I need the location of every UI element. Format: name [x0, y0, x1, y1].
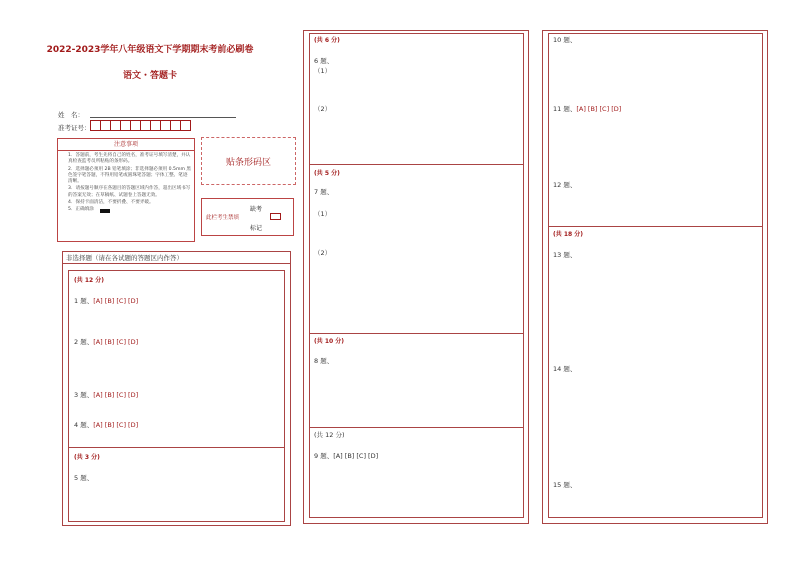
question-9: 9 题、[A] [B] [C] [D]	[314, 452, 379, 460]
id-number-boxes[interactable]	[90, 120, 190, 131]
question-6: 6 题、	[314, 57, 334, 65]
divider	[309, 427, 524, 428]
question-7-part-2: （2）	[314, 249, 332, 257]
exam-title: 2022-2023学年八年级语文下学期期末考前必刷卷	[46, 45, 254, 55]
question-15: 15 题、	[553, 481, 577, 489]
notes-title: 注意事项	[58, 139, 194, 151]
name-field[interactable]	[90, 117, 236, 118]
section-score: (共 18 分)	[553, 231, 584, 238]
notes-item: 5．正确填涂	[68, 207, 94, 213]
notes-item: 1．答题前，考生先将自己的姓名，准考证号填写清楚，并认真检查监考员所粘贴的条形码。	[68, 153, 191, 165]
question-3: 3 题、[A] [B] [C] [D]	[74, 391, 139, 399]
notes-item: 4．保持卡面清洁，不要折叠、不要弄破。	[68, 200, 154, 206]
notes-item: 2．选择题必须用 2B 铅笔填涂；非选择题必须用 0.5mm 黑色签字笔答题，不得用铅笔或圆珠笔答题；字体工整、笔迹清晰。	[68, 166, 191, 185]
nonchoice-header: 非选择题（请在各试题的答题区内作答）	[66, 254, 183, 262]
notes-box	[57, 138, 195, 242]
section-score: (共 12 分)	[314, 431, 345, 439]
divider	[68, 447, 285, 448]
question-7: 7 题、	[314, 188, 334, 196]
question-13: 13 题、	[553, 251, 577, 259]
section-score: (共 5 分)	[314, 170, 340, 177]
question-4: 4 题、[A] [B] [C] [D]	[74, 421, 139, 429]
question-10: 10 题、	[553, 36, 577, 44]
divider	[548, 226, 763, 227]
id-digit-box[interactable]	[180, 120, 191, 131]
section-score: (共 3 分)	[74, 454, 100, 461]
section-score: (共 10 分)	[314, 338, 345, 345]
notes-item: 3．请按题号顺序在各题目的答题区域内作答，超出区域书写的答案无效；在草稿纸、试题卷上答题无效。	[68, 186, 191, 198]
divider	[309, 333, 524, 334]
question-12: 12 题、	[553, 181, 577, 189]
absent-mark-box	[201, 198, 294, 236]
filled-mark-sample	[100, 209, 110, 213]
question-11: 11 题、[A] [B] [C] [D]	[553, 105, 622, 113]
id-label: 准考证号：	[58, 124, 91, 132]
question-6-part-1: （1）	[314, 67, 332, 75]
question-7-part-1: （1）	[314, 210, 332, 218]
question-1: 1 题、[A] [B] [C] [D]	[74, 297, 139, 305]
question-2: 2 题、[A] [B] [C] [D]	[74, 338, 139, 346]
card-title: 语文・答题卡	[122, 71, 177, 81]
question-8: 8 题、	[314, 357, 334, 365]
question-14: 14 题、	[553, 365, 577, 373]
absent-note: 此栏考生禁填	[206, 215, 240, 221]
absent-label-bottom: 标记	[250, 225, 263, 232]
divider	[309, 164, 524, 165]
section-score: (共 12 分)	[74, 277, 105, 284]
question-6-part-2: （2）	[314, 105, 332, 113]
barcode-area: 贴条形码区	[201, 137, 296, 185]
absent-checkbox[interactable]	[270, 213, 281, 220]
section-score: (共 6 分)	[314, 37, 340, 44]
divider	[62, 263, 291, 264]
absent-label-top: 缺考	[250, 206, 263, 213]
answer-area-6-9	[309, 33, 524, 518]
name-label: 姓 名：	[58, 111, 84, 119]
question-5: 5 题、	[74, 474, 94, 482]
